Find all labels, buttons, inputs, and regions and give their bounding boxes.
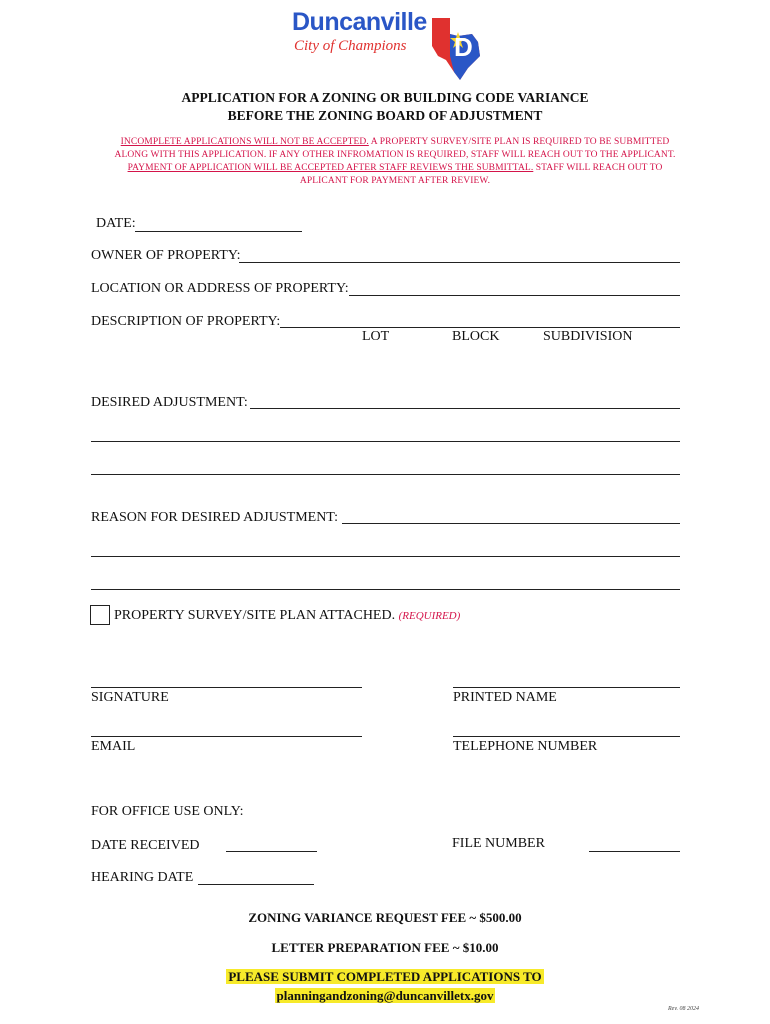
letter-fee: LETTER PREPARATION FEE ~ $10.00 [271, 940, 499, 955]
signature-field[interactable] [91, 687, 362, 688]
revision-note: Rev. 08 2024 [668, 1006, 700, 1012]
submit-instruction: PLEASE SUBMIT COMPLETED APPLICATIONS TO [228, 969, 542, 984]
file-number-field[interactable] [589, 851, 680, 852]
location-field[interactable] [349, 295, 680, 296]
email-field[interactable] [91, 736, 362, 737]
block-label: BLOCK [452, 329, 500, 344]
logo-name: Duncanville [292, 8, 427, 36]
zoning-fee: ZONING VARIANCE REQUEST FEE ~ $500.00 [248, 910, 522, 925]
logo-tagline: City of Champions [294, 38, 407, 54]
telephone-label: TELEPHONE NUMBER [453, 739, 598, 754]
notice-line-3: PAYMENT OF APPLICATION WILL BE ACCEPTED AFTER STAFF REVIEWS THE SUBMITTAL. STAFF WILL REACH OUT TO [127, 163, 663, 173]
description-field[interactable] [280, 327, 680, 328]
desired-adjustment-field-3[interactable] [91, 474, 680, 475]
notice-line-1: INCOMPLETE APPLICATIONS WILL NOT BE ACCEPTED. A PROPERTY SURVEY/SITE PLAN IS REQUIRED TO BE SUBMITTED [120, 137, 670, 147]
form-title-line-2: BEFORE THE ZONING BOARD OF ADJUSTMENT [227, 108, 543, 123]
hearing-date-field[interactable] [198, 884, 314, 885]
survey-checkbox[interactable] [90, 605, 110, 625]
subdivision-label: SUBDIVISION [543, 329, 633, 344]
hearing-date-label: HEARING DATE [91, 870, 194, 885]
required-note: (REQUIRED) [398, 610, 461, 622]
desired-adjustment-field-1[interactable] [250, 408, 680, 409]
reason-field-2[interactable] [91, 556, 680, 557]
description-label: DESCRIPTION OF PROPERTY: [91, 314, 281, 329]
reason-field-1[interactable] [342, 523, 680, 524]
desired-adjustment-field-2[interactable] [91, 441, 680, 442]
file-number-label: FILE NUMBER [452, 836, 545, 851]
notice-line-2: ALONG WITH THIS APPLICATION. IF ANY OTHER INFROMATION IS REQUIRED, STAFF WILL REACH OUT TO THE APPLICANT. [114, 150, 676, 160]
notice-line-4: APLICANT FOR PAYMENT AFTER REVIEW. [299, 176, 491, 186]
reason-label: REASON FOR DESIRED ADJUSTMENT: [91, 510, 339, 525]
desired-adjustment-label: DESIRED ADJUSTMENT: [91, 395, 248, 410]
email-label: EMAIL [91, 739, 136, 754]
printed-name-field[interactable] [453, 687, 680, 688]
date-received-label: DATE RECEIVED [91, 838, 200, 853]
survey-checkbox-label: PROPERTY SURVEY/SITE PLAN ATTACHED. (REQUIRED) [114, 608, 461, 623]
owner-field[interactable] [239, 262, 680, 263]
owner-label: OWNER OF PROPERTY: [91, 248, 241, 263]
reason-field-3[interactable] [91, 589, 680, 590]
form-title-line-1: APPLICATION FOR A ZONING OR BUILDING CODE VARIANCE [181, 90, 589, 105]
city-logo [288, 6, 498, 82]
telephone-field[interactable] [453, 736, 680, 737]
lot-label: LOT [362, 329, 390, 344]
signature-label: SIGNATURE [91, 690, 169, 705]
printed-name-label: PRINTED NAME [453, 690, 557, 705]
logo-letter: D [454, 32, 473, 62]
location-label: LOCATION OR ADDRESS OF PROPERTY: [91, 281, 349, 296]
date-label: DATE: [96, 216, 136, 231]
date-received-field[interactable] [226, 851, 317, 852]
submit-email: planningandzoning@duncanvilletx.gov [276, 988, 494, 1003]
office-use-heading: FOR OFFICE USE ONLY: [91, 804, 244, 819]
date-field[interactable] [135, 231, 302, 232]
